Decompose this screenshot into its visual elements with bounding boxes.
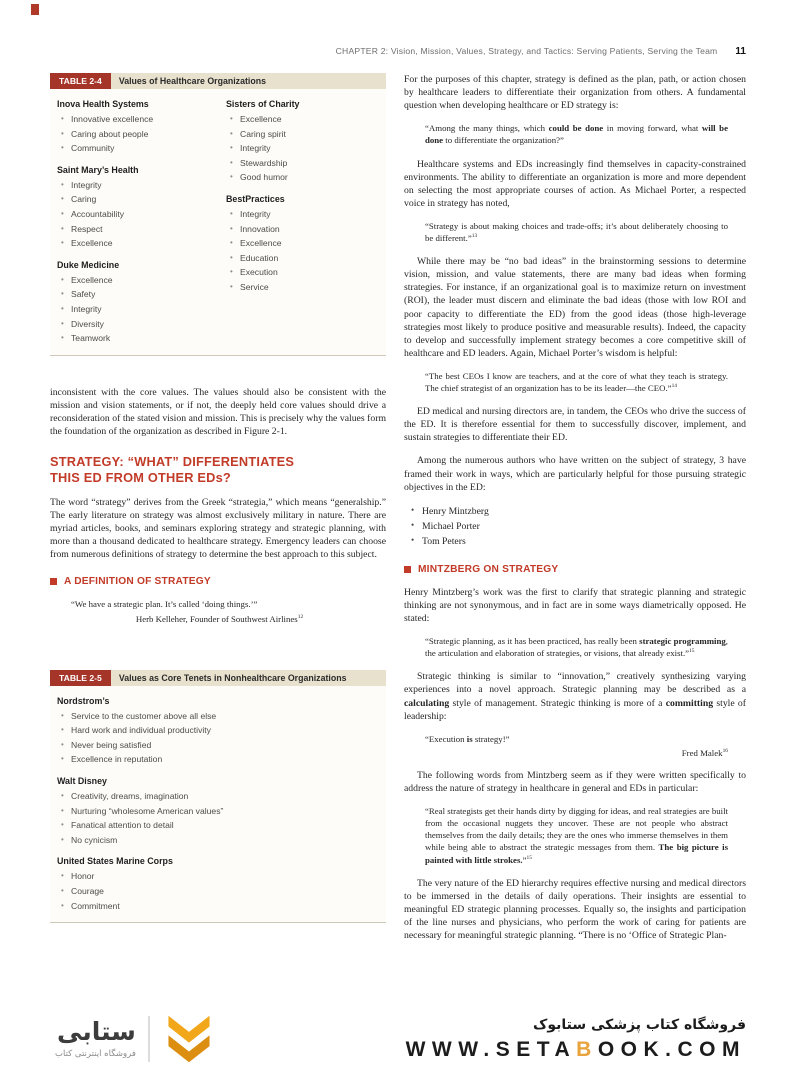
quote-attribution: [71, 614, 368, 624]
table-2-5-header: [50, 670, 386, 686]
text-run: could be done: [548, 123, 604, 134]
value-item: • Execution: [229, 265, 379, 280]
value-item: • Innovation: [229, 222, 379, 237]
value-item: • Community: [60, 141, 210, 156]
text-run: strategic programming: [639, 636, 726, 647]
paragraph-strategy-definition: For the purposes of this chapter, strategy is defined as the plan, path, or action chosen by healthcare leaders to differentiate their organization from others. A fundamental question when developing healthcare or ED strategy is:: [404, 74, 746, 112]
value-item: • Hard work and individual productivity: [60, 723, 379, 738]
text-run: “Strategic planning, as it has been practiced, has really been: [425, 636, 640, 647]
org-name: BestPractices: [226, 194, 285, 205]
heading-line-1: STRATEGY: “WHAT” DIFFERENTIATES: [50, 454, 295, 470]
site-url: [406, 1038, 746, 1062]
org-name: Nordstrom’s: [57, 695, 110, 706]
quote-execution: [425, 733, 728, 758]
right-column: [404, 73, 746, 1012]
footer-site-info: [406, 1017, 746, 1062]
paragraph-ed-hierarchy: The very nature of the ED hierarchy requires effective nursing and medical directors to be immersed in the details of daily operations. Their insights are essential to meaningful ED strategic planning processes. Equally so, the insights and participation of the line nurses and physicians, who perform the work of caring for patients are necessary for meaningful strategic planning. “There is no ‘Office of Strategic Plan-: [404, 877, 746, 942]
setabook-chevron-icon: [162, 1014, 216, 1064]
value-item: • Creativity, dreams, imagination: [60, 789, 379, 804]
text-run: 16: [722, 747, 728, 754]
org-name: Saint Mary’s Health: [57, 164, 139, 175]
text-run: committing: [665, 697, 714, 709]
setabook-logo: [55, 1014, 216, 1064]
quote-kelleher: [71, 598, 368, 623]
strategy-authors-list: [404, 504, 746, 549]
text-run: style of leadership:: [404, 697, 746, 722]
table-2-4-label: TABLE 2-4: [50, 73, 111, 89]
list-item: • Tom Peters: [410, 534, 746, 549]
paragraph-strategy-origin: The word “strategy” derives from the Greek “strategia,” which means “generalship.” The early literature on strategy was almost exclusively military in nature. There are myriad articles, books, and seminars exploring strategy and strategic planning, with more than a thousand dedicated to healthcare strategy. Emergency leaders can choose from numerous definitions of strategy to determine the best approach to this subject.: [50, 496, 386, 561]
value-item: • Accountability: [60, 207, 210, 222]
text-run: 13: [471, 233, 478, 240]
text-run: 15: [689, 648, 695, 655]
text-run: The big picture is painted with little strokes.: [425, 842, 728, 865]
text-run: 15: [526, 854, 532, 861]
value-item: • Safety: [60, 287, 210, 302]
value-item: • Integrity: [60, 302, 210, 317]
value-item: • Nurturing “wholesome American values”: [60, 804, 379, 819]
value-item: • Never being satisfied: [60, 738, 379, 753]
table-2-4-header: [50, 73, 386, 89]
text-run: , the articulation and elaboration of strategies, or visions, that already exist.”: [425, 636, 728, 659]
text-run: “The best CEOs I know are teachers, and at the core of what they teach is strategy. The chief strategist of an organization has to be its leader—the CEO.”: [425, 370, 728, 394]
quote-text: [425, 220, 728, 244]
paragraph-capacity-constrained: Healthcare systems and EDs increasingly find themselves in capacity-constrained environments. The ability to differentiate an organization is more and more dependent on selecting the most appropriate courses of action. As Michael Porter, a respected voice in strategy has noted,: [404, 158, 746, 209]
list-item: • Henry Mintzberg: [410, 504, 746, 519]
paragraph-authors-intro: Among the numerous authors who have written on the subject of strategy, 3 have framed their work in ways, which are particularly helpful for those pursuing strategic objectives in the ED:: [404, 455, 746, 493]
value-item: • Diversity: [60, 317, 210, 332]
text-run: “Strategy is about making choices and trade-offs; it’s about deliberately choosing to be different.”: [425, 220, 728, 244]
value-item: • Caring: [60, 192, 210, 207]
table-2-4: [50, 73, 386, 356]
value-item: • Excellence in reputation: [60, 752, 379, 767]
value-item: • No cynicism: [60, 833, 379, 848]
quote-porter-tradeoffs: [425, 220, 728, 244]
value-item: • Integrity: [229, 141, 379, 156]
value-item: • Service to the customer above all else: [60, 709, 379, 724]
text-run: ”: [522, 854, 527, 865]
text-run: “Execution: [425, 733, 467, 744]
page-number: 11: [735, 46, 746, 57]
left-column: [50, 73, 386, 1009]
value-item: • Education: [229, 251, 379, 266]
value-item: • Respect: [60, 222, 210, 237]
table-2-5-body: [50, 686, 386, 923]
text-run: WWW.SETA: [405, 1037, 577, 1061]
org-values-list: [57, 709, 379, 767]
heading-line-2: THIS ED FROM OTHER EDs?: [50, 469, 231, 485]
org-values-list: [226, 207, 379, 295]
brand-name: ستابی: [57, 1017, 136, 1047]
text-run: calculating: [404, 697, 450, 709]
table-2-4-body: [50, 89, 386, 355]
value-item: • Integrity: [60, 178, 210, 193]
value-item: • Courage: [60, 884, 379, 899]
text-run: is: [466, 733, 473, 744]
value-item: • Fanatical attention to detail: [60, 818, 379, 833]
list-item: • Michael Porter: [410, 519, 746, 534]
org-name: Sisters of Charity: [226, 99, 300, 109]
text-run: Fred Malek: [681, 747, 723, 758]
org-values-list: [57, 178, 210, 251]
text-run: 12: [297, 613, 304, 620]
paragraph-strategic-thinking: [404, 670, 746, 722]
org-values-list: [57, 789, 379, 847]
value-item: • Excellence: [229, 236, 379, 251]
text-run: will be done: [425, 123, 728, 146]
subheading-label: A DEFINITION OF STRATEGY: [64, 576, 211, 588]
value-item: • Teamwork: [60, 331, 210, 346]
chapter-title: CHAPTER 2: Vision, Mission, Values, Strategy, and Tactics: Serving Patients, Serving the Team: [335, 46, 718, 56]
table-2-4-column-1: [57, 90, 210, 346]
text-run: style of management. Strategic thinking is more of a: [449, 697, 666, 709]
subheading-label: MINTZBERG ON STRATEGY: [418, 563, 559, 575]
text-run: Herb Kelleher, Founder of Southwest Airlines: [135, 613, 298, 624]
value-item: • Excellence: [229, 112, 379, 127]
value-item: • Stewardship: [229, 156, 379, 171]
quote-text: [425, 122, 728, 146]
org-values-list: [226, 112, 379, 185]
text-run: 14: [671, 383, 677, 390]
value-item: • Caring about people: [60, 127, 210, 142]
quote-attribution: [425, 748, 728, 758]
text-run: “Among the many things, which: [425, 123, 549, 134]
org-name: Walt Disney: [57, 776, 107, 787]
text-run: Strategic thinking is similar to “innovation,” creatively synthesizing varying experiences into a novel approach. Strategic planning may be described as a: [404, 671, 746, 696]
brand-divider: [148, 1016, 150, 1062]
paragraph-mintzberg-words: The following words from Mintzberg seem as if they were written specifically to address the nature of strategy in healthcare in general and EDs in particular:: [404, 769, 746, 794]
quote-strategic-programming: [425, 635, 728, 659]
store-name-farsi: فروشگاه کتاب پزشکی ستابوک: [533, 1016, 746, 1033]
text-run: OOK.COM: [597, 1037, 746, 1061]
paragraph-values-continuation: inconsistent with the core values. The values should also be consistent with the mission and vision statements, or if not, the deeply held core values should drive a reconsideration of the stated vision and mission. This is precisely why the values form the foundation of the organization as described in Figure 2-1.: [50, 386, 386, 438]
value-item: • Caring spirit: [229, 127, 379, 142]
value-item: • Innovative excellence: [60, 112, 210, 127]
subheading-definition-of-strategy: [50, 576, 386, 587]
table-2-4-title: Values of Healthcare Organizations: [111, 73, 386, 89]
corner-red-mark: [31, 4, 39, 15]
value-item: • Excellence: [60, 273, 210, 288]
value-item: • Honor: [60, 869, 379, 884]
running-header: [50, 46, 746, 57]
value-item: • Service: [229, 280, 379, 295]
page-footer: [0, 1006, 796, 1080]
text-run: to differentiate the organization?”: [443, 135, 564, 146]
text-run: in moving forward, what: [603, 123, 702, 134]
table-2-5: [50, 670, 386, 924]
org-values-list: [57, 273, 210, 346]
paragraph-ed-directors: ED medical and nursing directors are, in tandem, the CEOs who drive the success of the ED. It is therefore essential for them to successfully discover, implement, and sustain strategies to differentiate their ED.: [404, 406, 746, 444]
quote-porter-ceos: [425, 370, 728, 394]
section-heading-strategy: [50, 454, 386, 485]
table-2-5-label: TABLE 2-5: [50, 670, 111, 686]
paragraph-mintzberg-intro: Henry Mintzberg’s work was the first to clarify that strategic planning and strategic thinking are not synonymous, and in fact are in some ways diametrically opposed. He stated:: [404, 586, 746, 624]
paragraph-bad-ideas: While there may be “no bad ideas” in the brainstorming sessions to determine vision, mission, and value statements, there are many bad ideas when forming strategies. For instance, if an organizational goal is to maximize return on investment (ROI), the leader must discern and eliminate the bad ideas (those with low ROI and poor capacity to differentiate the ED) from the good ideas (those high-leverage strategies most likely to produce positive and measurable results). Indeed, the capacity to develop and successfully implement strategy becomes a core competitive skill of healthcare and ED leaders. Again, Michael Porter’s wisdom is helpful:: [404, 256, 746, 359]
value-item: • Commitment: [60, 899, 379, 914]
quote-text: [425, 370, 728, 394]
org-name: United States Marine Corps: [57, 856, 173, 867]
value-item: • Excellence: [60, 236, 210, 251]
red-square-icon: [50, 578, 57, 585]
table-2-4-column-2: [226, 90, 379, 346]
org-values-list: [57, 112, 210, 156]
quote-text: [425, 733, 728, 745]
red-square-icon: [404, 566, 411, 573]
quote-text: [425, 805, 728, 866]
org-name: Inova Health Systems: [57, 99, 149, 109]
text-run: strategy!”: [472, 733, 510, 744]
quote-real-strategists: [425, 805, 728, 866]
brand-text-block: [55, 1019, 136, 1058]
text-run: “Real strategists get their hands dirty by digging for ideas, and real strategies are built from the occasional nuggets they uncover. These are not people who abstract themselves from the daily details; they are the ones who immerse themselves in them while being able to abstract the strategic messages from them.: [425, 806, 728, 853]
quote-fundamental-question: [425, 122, 728, 146]
org-name: Duke Medicine: [57, 259, 120, 270]
org-values-list: [57, 869, 379, 913]
quote-text: “We have a strategic plan. It’s called ‘doing things.’”: [71, 599, 258, 610]
value-item: • Integrity: [229, 207, 379, 222]
text-run: B: [576, 1037, 598, 1061]
value-item: • Good humor: [229, 170, 379, 185]
quote-text: [425, 635, 728, 659]
brand-subtitle: فروشگاه اینترنتی کتاب: [55, 1048, 136, 1059]
subheading-mintzberg: [404, 564, 746, 575]
table-2-5-title: Values as Core Tenets in Nonhealthcare Organizations: [111, 670, 386, 686]
